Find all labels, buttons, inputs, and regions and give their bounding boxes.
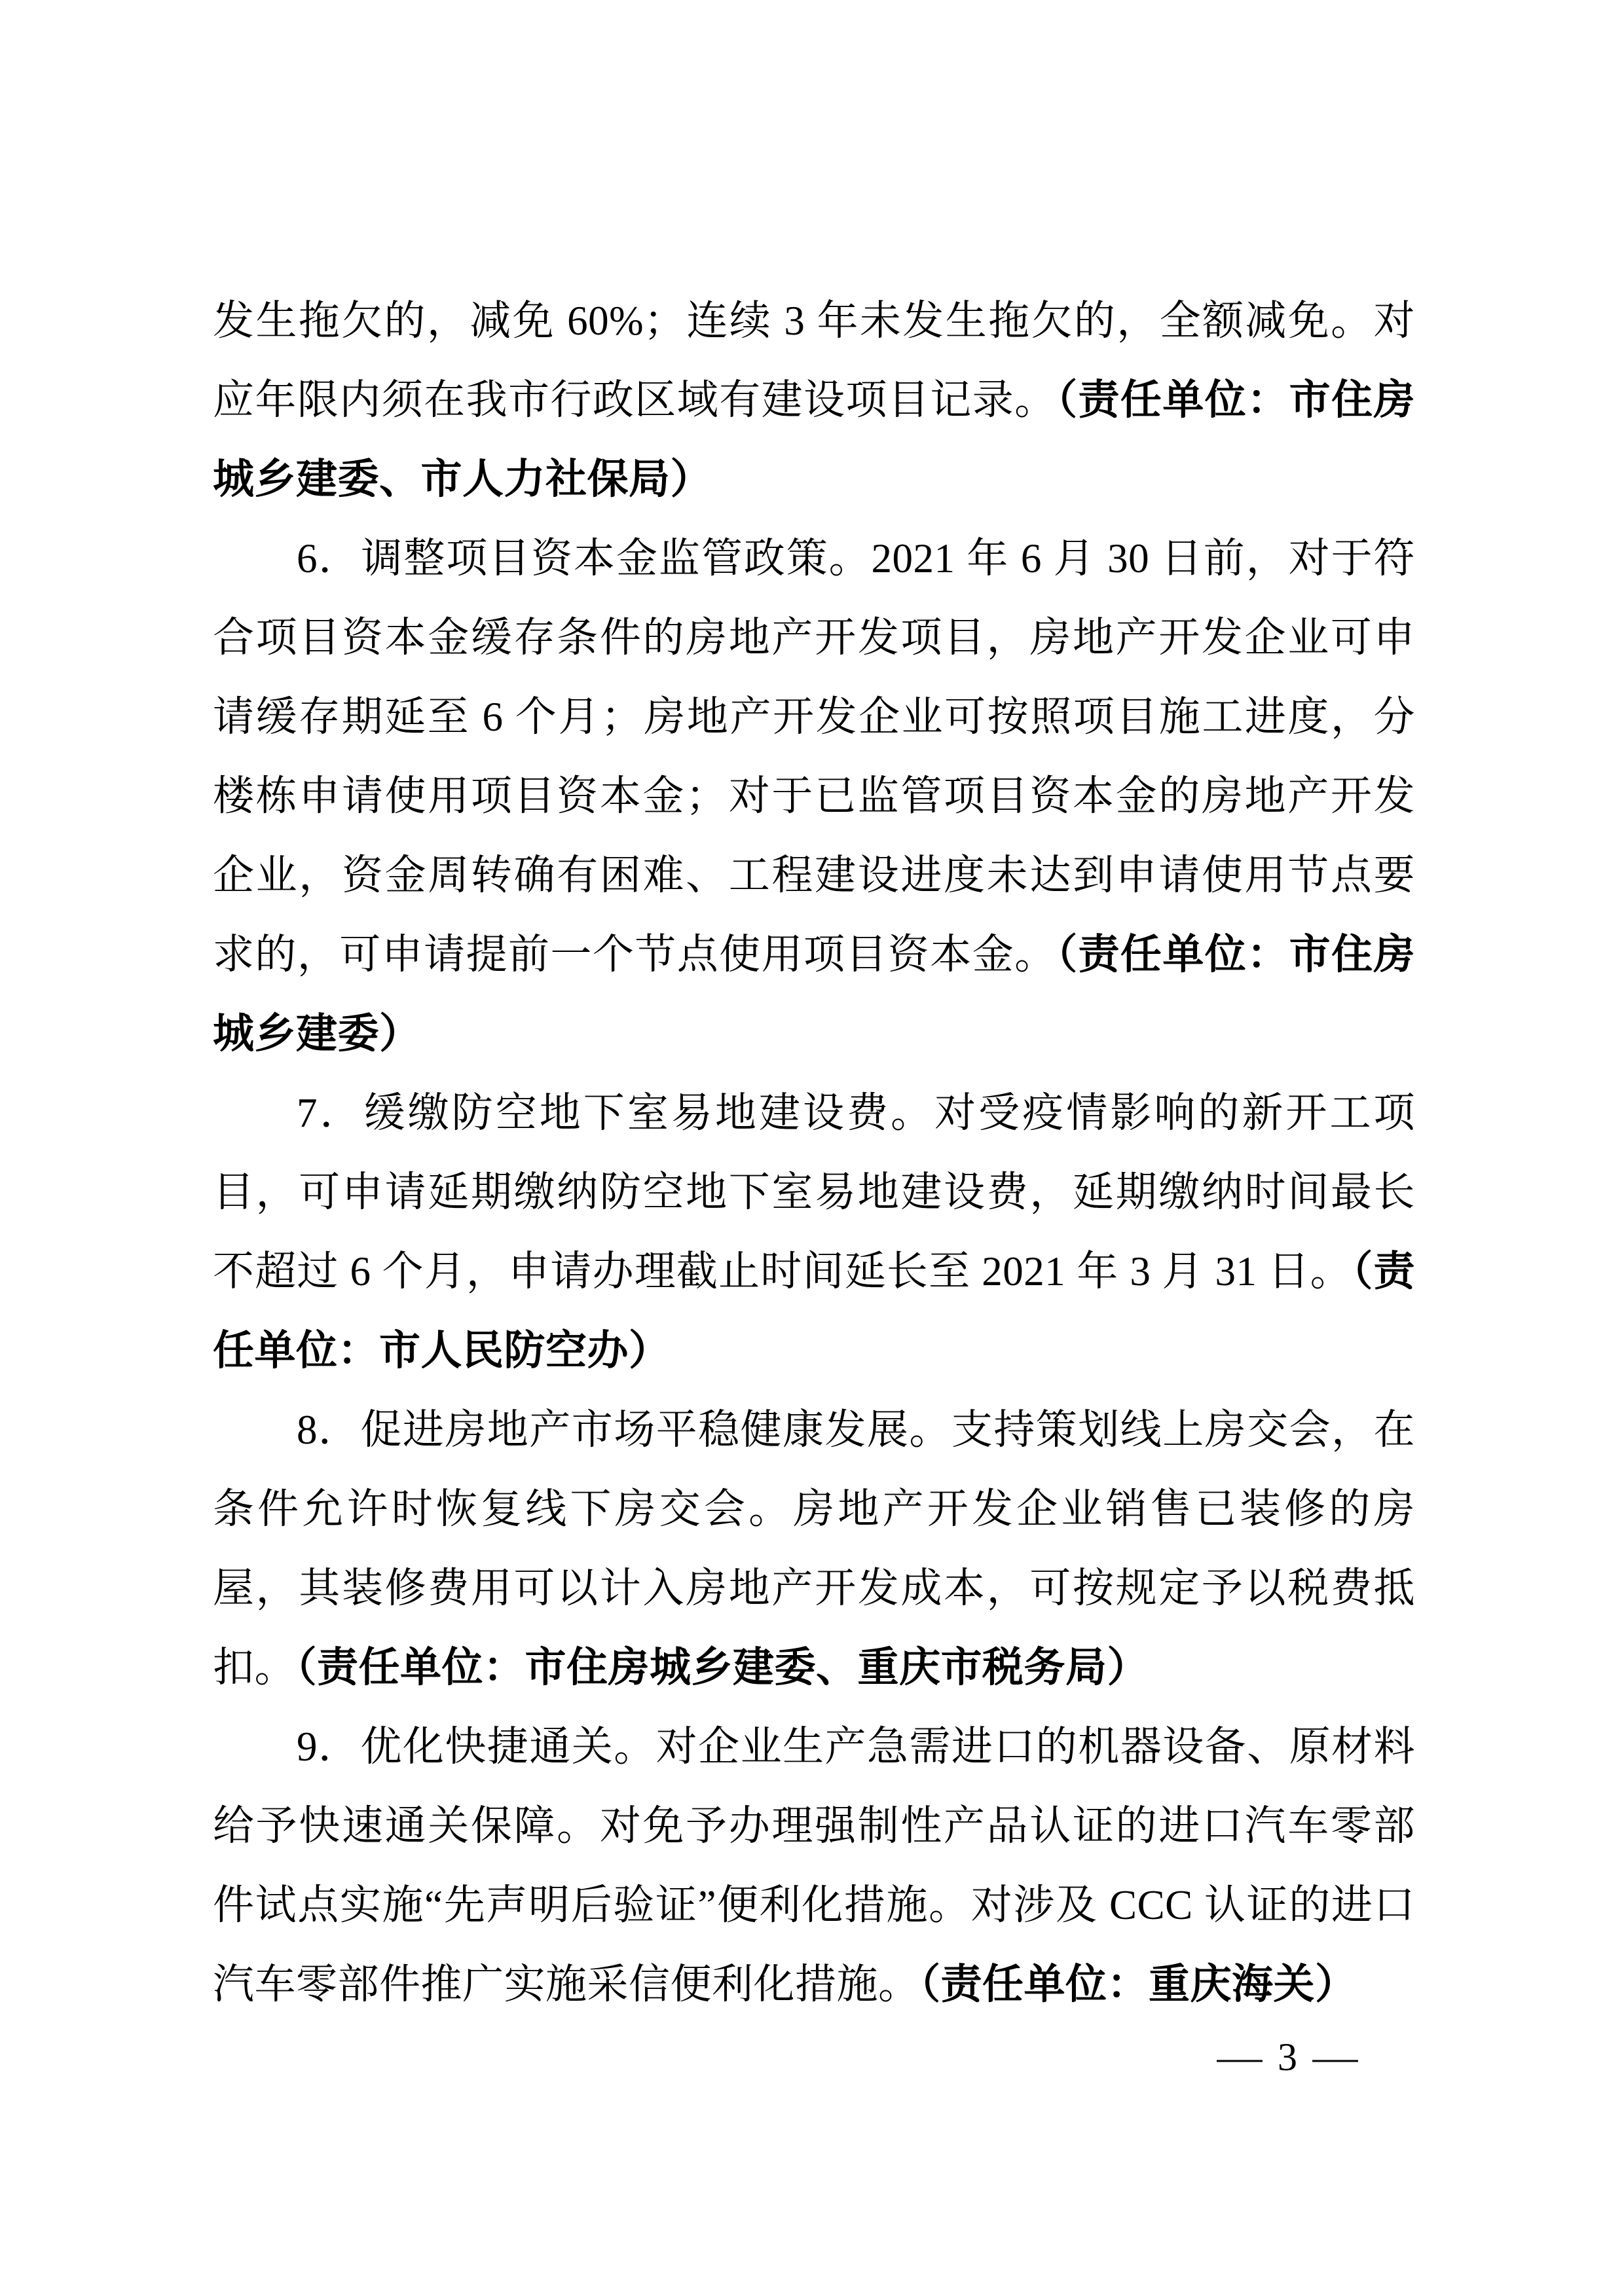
- page-number-dash-left: —: [1217, 2035, 1263, 2079]
- paragraph-text: 8．促进房地产市场平稳健康发展。支持策划线上房交会，在条件允许时恢复线下房交会。房地产开发企业销售已装修的房屋，其装修费用可以计入房地产开发成本，可按规定予以税费抵扣。: [213, 1407, 1415, 1690]
- page-number-dash-right: —: [1312, 2035, 1358, 2079]
- paragraph-text: 9．优化快捷通关。对企业生产急需进口的机器设备、原材料给予快速通关保障。对免予办理强制性产品认证的进口汽车零部件试点实施“先声明后验证”便利化措施。对涉及 CCC 认证的进口汽车零部件推广实施采信便利化措施。: [213, 1724, 1415, 2007]
- paragraph-text: 发生拖欠的，减免 60%；连续 3 年未发生拖欠的，全额减免。对应年限内须在我市行政区域有建设项目记录。: [213, 298, 1415, 423]
- page-number-value: 3: [1278, 2035, 1297, 2079]
- paragraph-text: 6．调整项目资本金监管政策。2021 年 6 月 30 日前，对于符合项目资本金缓存条件的房地产开发项目，房地产开发企业可申请缓存期延至 6 个月；房地产开发企业可按照项目施工进度，分楼栋申请使用项目资本金；对于已监管项目资本金的房地产开发企业，资金周转确有困难、工程建设进度未达到申请使用节点要求的，可申请提前一个节点使用项目资本金。: [213, 536, 1415, 977]
- paragraph-item-9: [213, 1707, 1415, 2024]
- responsible-unit-label: （责任单位：重庆海关）: [919, 1961, 1357, 2007]
- responsible-unit-label: （责任单位：市住房城乡建委、市人力社保局）: [213, 377, 1416, 502]
- paragraph-item-8: [213, 1391, 1415, 1707]
- responsible-unit-label: （责任单位：市人民防空办）: [213, 1248, 1416, 1374]
- responsible-unit-label: （责任单位：市住房城乡建委）: [213, 932, 1416, 1057]
- paragraph-item-7: [213, 1074, 1415, 1391]
- responsible-unit-label: （责任单位：市住房城乡建委、重庆市税务局）: [296, 1645, 1149, 1690]
- paragraph-text: 7．缓缴防空地下室易地建设费。对受疫情影响的新开工项目，可申请延期缴纳防空地下室易地建设费，延期缴纳时间最长不超过 6 个月，申请办理截止时间延长至 2021 年 3 月 31 日。: [213, 1090, 1415, 1294]
- page-number: [1211, 2037, 1364, 2077]
- paragraph-item-6: [213, 519, 1415, 1074]
- document-body: [213, 282, 1415, 2024]
- paragraph-continued: [213, 282, 1415, 519]
